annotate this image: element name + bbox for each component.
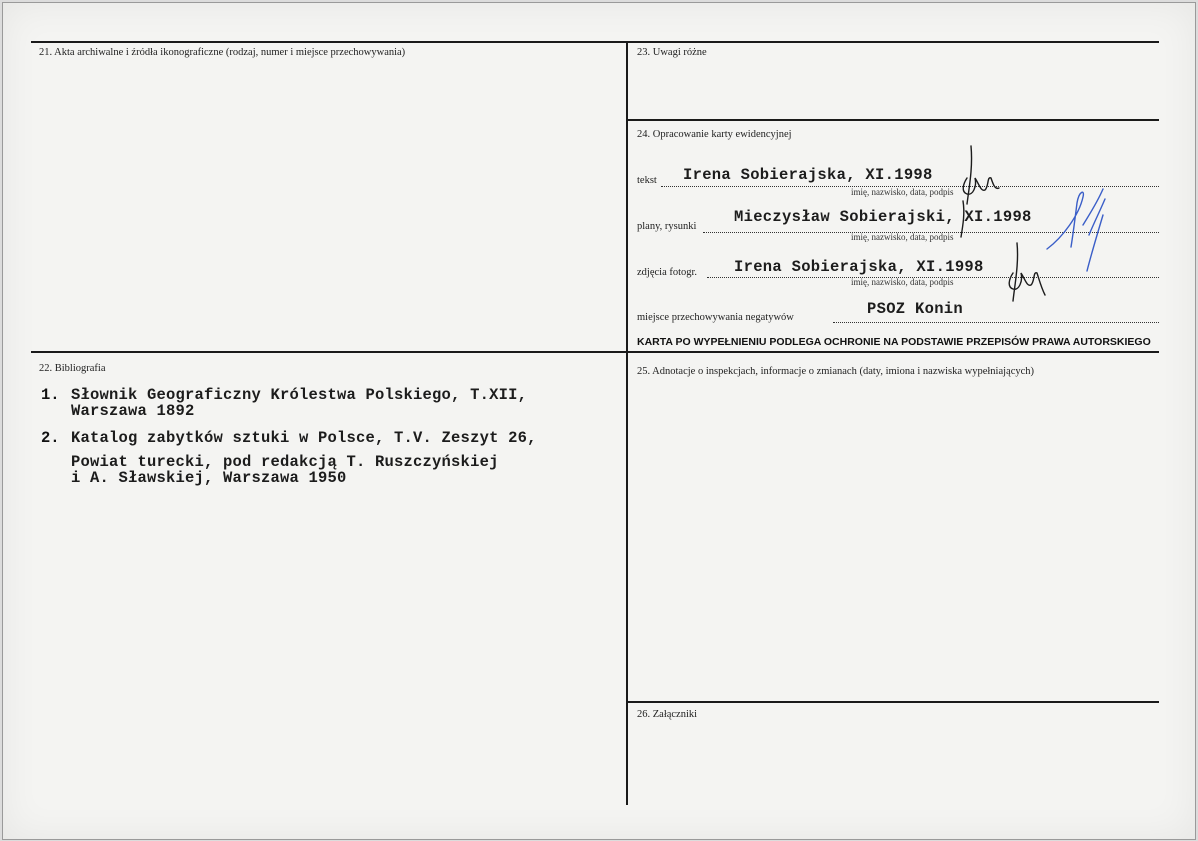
vertical-divider xyxy=(626,41,628,805)
tekst-value: Irena Sobierajska, XI.1998 xyxy=(683,166,933,184)
bibliography-entry-2-line-2: Powiat turecki, pod redakcją T. Ruszczyńskiej xyxy=(71,453,499,471)
signature-zdjecia xyxy=(1003,239,1053,309)
rule-23-24 xyxy=(628,119,1159,121)
zdjecia-value: Irena Sobierajska, XI.1998 xyxy=(734,258,984,276)
copyright-notice: KARTA PO WYPEŁNIENIU PODLEGA OCHRONIE NA PODSTAWIE PRZEPISÓW PRAWA AUTORSKIEGO xyxy=(637,336,1151,348)
middle-rule xyxy=(31,351,1159,353)
section-25-title: 25. Adnotacje o inspekcjach, informacje o zmianach (daty, imiona i nazwiska wypełniających) xyxy=(637,366,1035,377)
plany-value: Mieczysław Sobierajski, XI.1998 xyxy=(734,208,1032,226)
miejsce-value: PSOZ Konin xyxy=(867,300,964,318)
zdjecia-label: zdjęcia fotogr. xyxy=(637,267,698,278)
bibliography-entry-2-line-1: Katalog zabytków sztuki w Polsce, T.V. Zeszyt 26, xyxy=(71,429,537,447)
zdjecia-sublabel: imię, nazwisko, data, podpis xyxy=(851,277,954,287)
tekst-label: tekst xyxy=(637,175,657,186)
miejsce-dotted-line xyxy=(833,322,1159,323)
bibliography-number-1: 1. xyxy=(41,386,60,404)
plany-label: plany, rysunki xyxy=(637,221,697,232)
section-24-title: 24. Opracowanie karty ewidencyjnej xyxy=(637,129,792,140)
bibliography-entry-2-line-3: i A. Sławskiej, Warszawa 1950 xyxy=(71,469,347,487)
bibliography-entry-1-line-2: Warszawa 1892 xyxy=(71,402,195,420)
miejsce-label: miejsce przechowywania negatywów xyxy=(637,312,794,323)
signature-plany xyxy=(953,199,977,239)
section-23-title: 23. Uwagi różne xyxy=(637,47,707,58)
top-rule xyxy=(31,41,1159,43)
section-22-title: 22. Bibliografia xyxy=(39,363,106,374)
tekst-sublabel: imię, nazwisko, data, podpis xyxy=(851,187,954,197)
plany-sublabel: imię, nazwisko, data, podpis xyxy=(851,232,954,242)
record-card xyxy=(2,2,1196,840)
bibliography-number-2: 2. xyxy=(41,429,60,447)
section-21-title: 21. Akta archiwalne i źródła ikonograficzne (rodzaj, numer i miejsce przechowywania) xyxy=(39,47,406,58)
signature-tekst xyxy=(955,138,1005,208)
signature-plany-blue xyxy=(1043,185,1113,275)
bibliography-entry-1-line-1: Słownik Geograficzny Królestwa Polskiego, T.XII, xyxy=(71,386,528,404)
rule-25-26 xyxy=(628,701,1159,703)
section-26-title: 26. Załączniki xyxy=(637,709,698,720)
